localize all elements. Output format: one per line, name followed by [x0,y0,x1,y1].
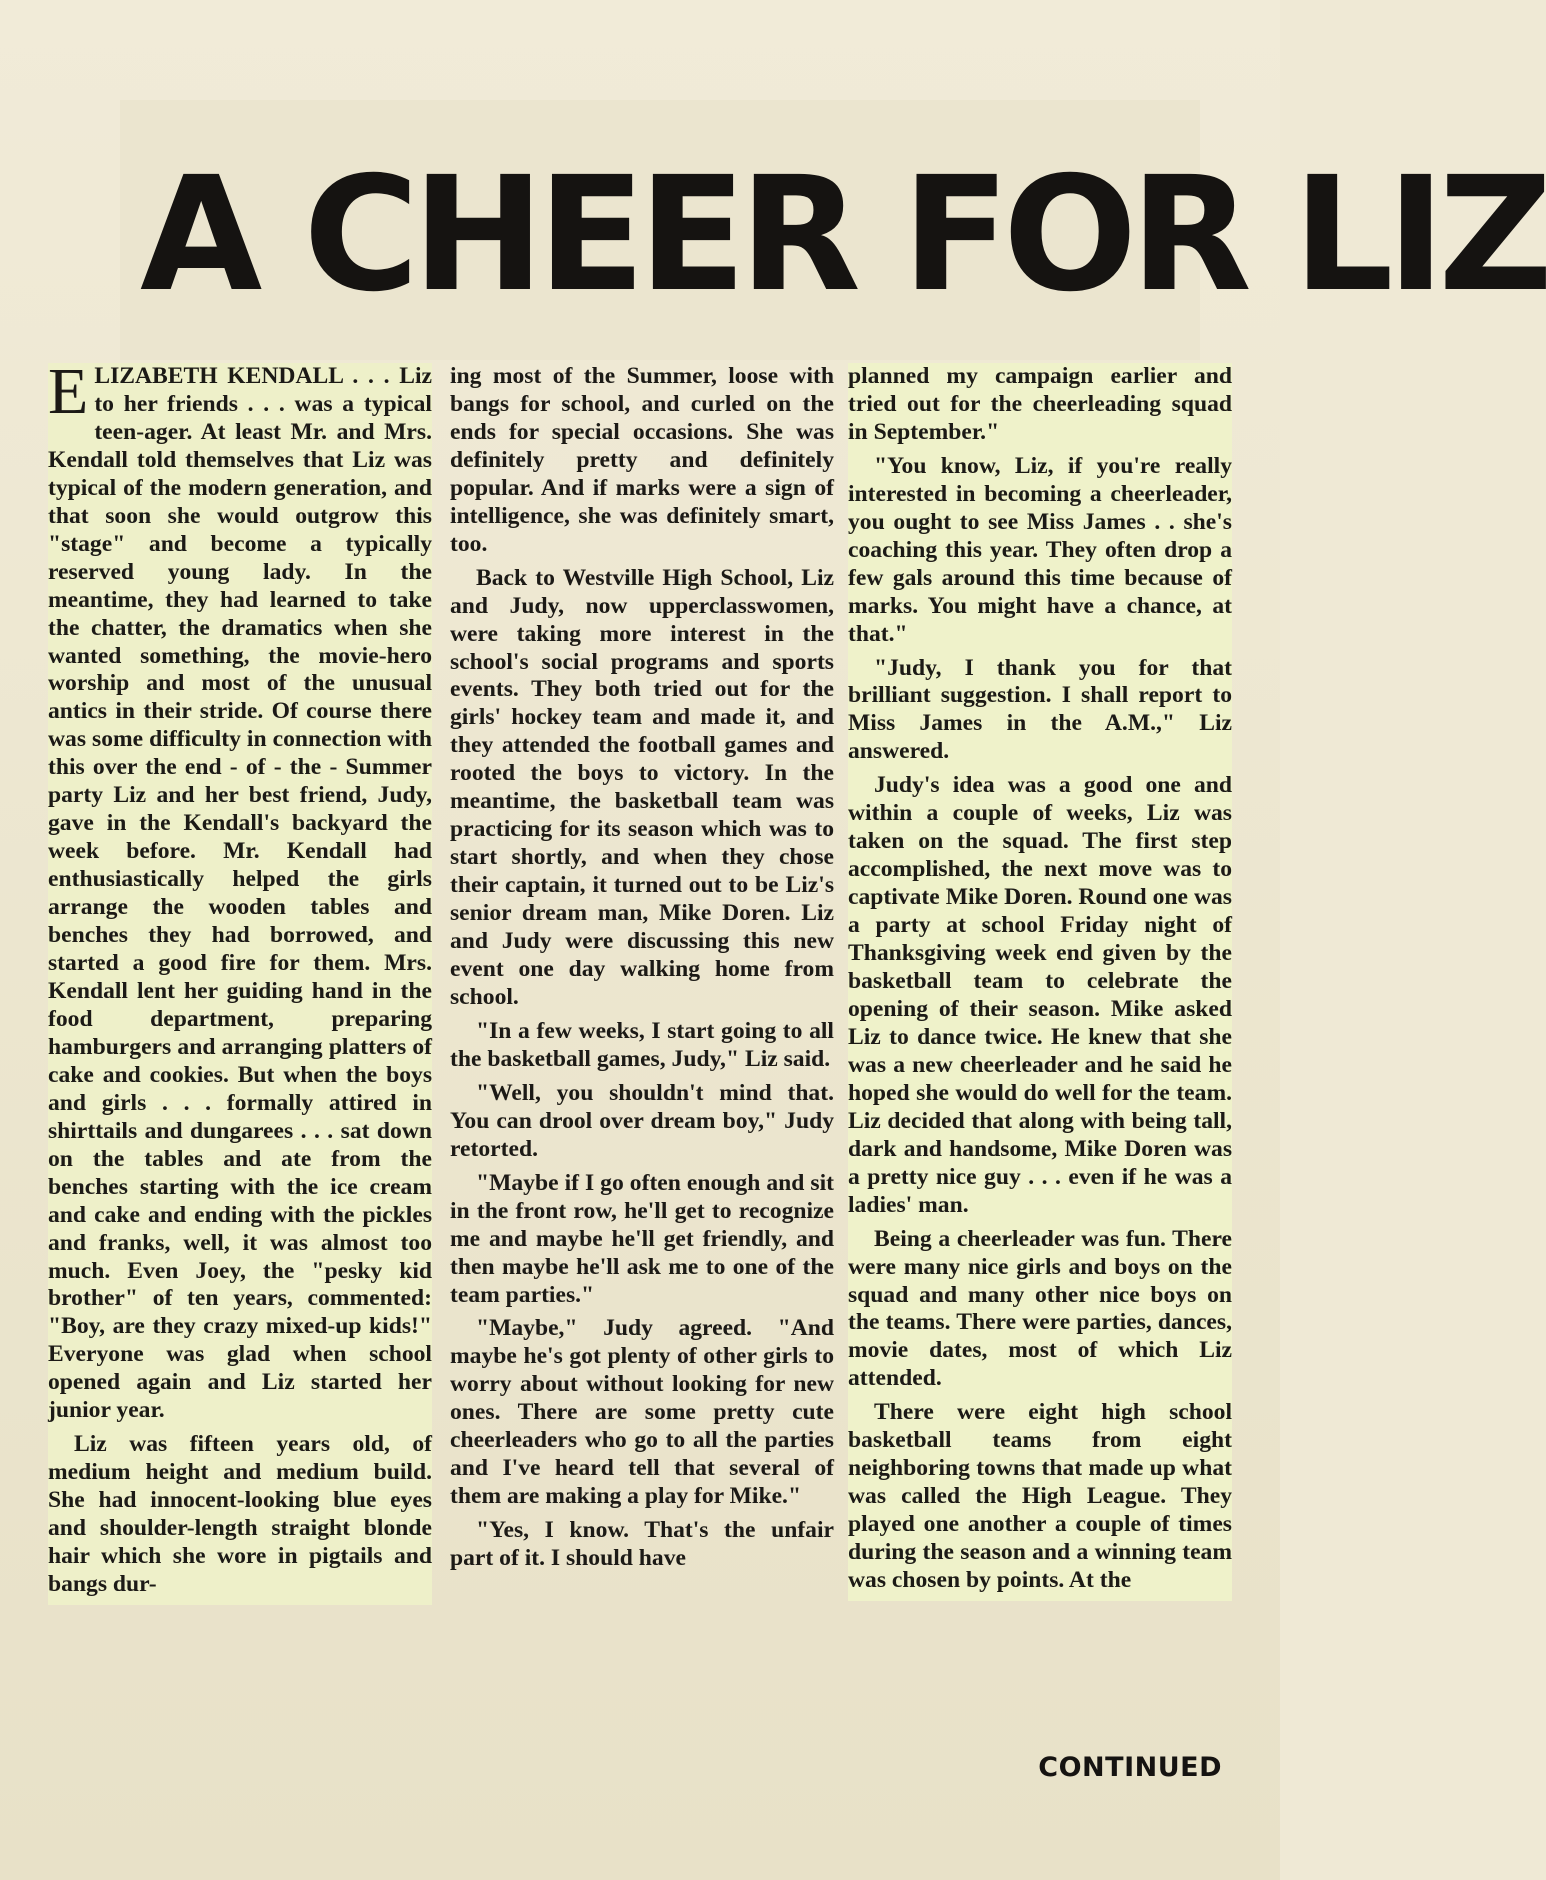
paragraph: Being a cheerleader was fun. There were many nice girls and boys on the squad and many other nice boys on the teams. There were parties, dances, movie dates, most of which Liz attended. [848,1225,1232,1392]
text-column-2 [450,363,834,1579]
story-title: A CHEER FOR LIZ [140,143,1546,327]
continued-label: CONTINUED [1038,1752,1222,1783]
paragraph: "Judy, I thank you for that brilliant suggestion. I shall report to Miss James in the A.M.," Liz answered. [848,654,1232,765]
paragraph: ELIZABETH KENDALL . . . Liz to her friends . . . was a typical teen-ager. At least Mr. and Mrs. Kendall told themselves that Liz was typical of the modern generation, and that soon she would outgrow this "stage" and become a typically reserved young lady. In the meantime, they had learned to take the chatter, the dramatics when she wanted something, the movie-hero worship and most of the unusual antics in their stride. Of course there was some difficulty in connection with this over the end - of - the - Summer party Liz and her best friend, Judy, gave in the Kendall's backyard the week before. Mr. Kendall had enthusiastically helped the girls arrange the wooden tables and benches they had borrowed, and started a good fire for them. Mrs. Kendall lent her guiding hand in the food department, preparing hamburgers and arranging platters of cake and cookies. But when the boys and girls . . . formally attired in shirttails and dungarees . . . sat down on the tables and ate from the benches starting with the ice cream and cake and ending with the pickles and franks, well, it was almost too much. Even Joey, the "pesky kid brother" of ten years, commented: "Boy, are they crazy mixed-up kids!" Everyone was glad when school opened again and Liz started her junior year. [48,355,432,1424]
paragraph: "In a few weeks, I start going to all the basketball games, Judy," Liz said. [450,1017,834,1072]
paragraph: "You know, Liz, if you're really interested in becoming a cheerleader, you ought to see Miss James . . she's coaching this year. They often drop a few gals around this time because of marks. You might have a chance, at that." [848,452,1232,647]
paragraph: Judy's idea was a good one and within a couple of weeks, Liz was taken on the squad. The first step accomplished, the next move was to captivate Mike Doren. Round one was a party at school Friday night of Thanksgiving week end given by the basketball team to celebrate the opening of their season. Mike asked Liz to dance twice. He knew that she was a new cheerleader and he said he hoped she would do well for the team. Liz decided that along with being tall, dark and handsome, Mike Doren was a pretty nice guy . . . even if he was a ladies' man. [848,772,1232,1218]
drop-cap: E [48,355,89,428]
paragraph: There were eight high school basketball teams from eight neighboring towns that made up what was called the High League. They played one another a couple of times during the season and a winning team was chosen by points. At the [848,1399,1232,1594]
paragraph: Liz was fifteen years old, of medium height and medium build. She had innocent-looking blue eyes and shoulder-length straight blonde hair which she wore in pigtails and bangs dur- [48,1431,432,1597]
paragraph: ing most of the Summer, loose with bangs for school, and curled on the ends for special occasions. She was definitely pretty and definitely popular. And if marks were a sign of intelligence, she was definitely smart, too. [450,363,834,557]
paragraph: planned my campaign earlier and tried out for the cheerleading squad in September." [848,363,1232,445]
paragraph: "Well, you shouldn't mind that. You can drool over dream boy," Judy retorted. [450,1079,834,1162]
text-column-3 [848,363,1232,1601]
paragraph: Back to Westville High School, Liz and Judy, now upperclasswomen, were taking more interest in the school's social programs and sports events. They both tried out for the girls' hockey team and made it, and they attended the football games and rooted the boys to victory. In the meantime, the basketball team was practicing for its season which was to start shortly, and when they chose their captain, it turned out to be Liz's senior dream man, Mike Doren. Liz and Judy were discussing this new event one day walking home from school. [450,564,834,1010]
paragraph: "Maybe if I go often enough and sit in the front row, he'll get to recognize me and maybe he'll get friendly, and then maybe he'll ask me to one of the team parties." [450,1169,834,1308]
text-column-1 [48,355,432,1605]
paragraph: "Maybe," Judy agreed. "And maybe he's got plenty of other girls to worry about without looking for new ones. There are some pretty cute cheerleaders who go to all the parties and I've heard tell that several of them are making a play for Mike." [450,1315,834,1510]
paragraph: "Yes, I know. That's the unfair part of it. I should have [450,1517,834,1572]
